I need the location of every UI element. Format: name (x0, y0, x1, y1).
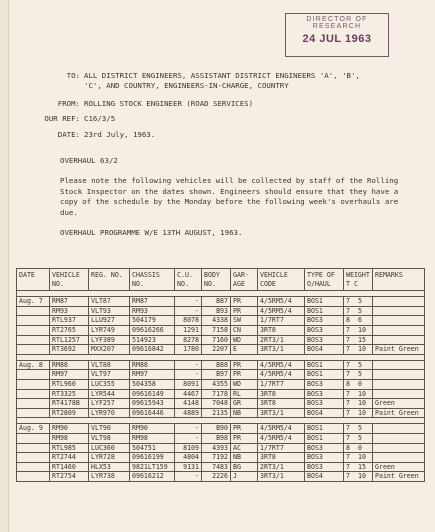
overhaul-type-cell: BOS1 (305, 360, 344, 370)
weight-cwt: 0 (358, 379, 362, 388)
vehicle-code-cell: 2RT3/1 (258, 335, 305, 345)
table-row (17, 370, 425, 380)
vehicle-no-cell: RT1460 (50, 462, 89, 472)
weight-tons: 8 (346, 379, 350, 388)
vehicle-code-cell: 3RT3/1 (258, 472, 305, 482)
vehicle-no-cell: RM88 (50, 360, 89, 370)
weight-cell (344, 325, 373, 335)
vehicle-no-cell: RT2809 (50, 408, 89, 418)
garage-cell: PR (231, 297, 258, 307)
body-no-cell: 7483 (202, 462, 231, 472)
chassis-no-cell: 514923 (130, 335, 175, 345)
vehicle-no-cell: RT2765 (50, 325, 89, 335)
weight-cwt: 5 (358, 370, 362, 379)
remarks-cell (373, 389, 425, 399)
cu-no-cell: 1780 (175, 345, 202, 355)
vehicle-no-cell: RTL985 (50, 443, 89, 453)
cu-no-cell: - (175, 306, 202, 316)
table-row (17, 297, 425, 307)
overhaul-type-cell: BOS3 (305, 379, 344, 389)
date-cell (17, 345, 50, 355)
remarks-cell (373, 297, 425, 307)
col-chassis-no: CHASSIS NO. (130, 269, 175, 291)
reg-no-cell: LYR728 (89, 453, 130, 463)
date-label: DATE: (57, 130, 80, 139)
date-cell (17, 472, 50, 482)
weight-tons: 7 (346, 325, 350, 334)
reg-no-cell: LYR970 (89, 408, 130, 418)
reg-no-cell: VLT87 (89, 297, 130, 307)
date-cell (17, 443, 50, 453)
received-stamp (285, 13, 389, 57)
weight-cwt: 5 (358, 433, 362, 442)
reg-no-cell: VLT98 (89, 433, 130, 443)
vehicle-code-cell: 4/5RM5/4 (258, 306, 305, 316)
col-vehicle-code: VEHICLE CODE (258, 269, 305, 291)
body-no-cell: B98 (202, 433, 231, 443)
from-value: ROLLING STOCK ENGINEER (ROAD SERVICES) (84, 99, 254, 108)
chassis-no-cell: 504358 (130, 379, 175, 389)
col-remarks: REMARKS (373, 269, 425, 291)
reg-no-cell: HLX53 (89, 462, 130, 472)
overhaul-type-cell: BOS1 (305, 433, 344, 443)
subject-heading: OVERHAUL 63/2 (60, 156, 118, 165)
garage-cell: SW (231, 316, 258, 326)
table-row (17, 443, 425, 453)
overhaul-type-cell: BOS3 (305, 316, 344, 326)
garage-cell: PR (231, 306, 258, 316)
body-no-cell: 7048 (202, 399, 231, 409)
weight-cwt: 5 (358, 297, 362, 306)
weight-cell (344, 462, 373, 472)
reg-no-cell: LYR738 (89, 472, 130, 482)
to-line-2: 'C', AND COUNTRY, ENGINEERS-IN-CHARGE, COUNTRY (84, 81, 289, 90)
chassis-no-cell: 09615943 (130, 399, 175, 409)
cu-no-cell: 9131 (175, 462, 202, 472)
body-no-cell: 2226 (202, 472, 231, 482)
reg-no-cell: LYF389 (89, 335, 130, 345)
garage-cell: RL (231, 389, 258, 399)
weight-tons: 7 (346, 389, 350, 398)
garage-cell: PR (231, 433, 258, 443)
remarks-cell (373, 433, 425, 443)
table-row (17, 345, 425, 355)
weight-cell (344, 345, 373, 355)
date-cell (17, 306, 50, 316)
reg-no-cell: LUC360 (89, 443, 130, 453)
chassis-no-cell: 09616149 (130, 389, 175, 399)
weight-tons: 7 (346, 424, 350, 433)
body-no-cell: 7178 (202, 389, 231, 399)
body-no-cell: 2135 (202, 408, 231, 418)
weight-cwt: 10 (358, 325, 366, 334)
table-row (17, 360, 425, 370)
body-no-cell: 4338 (202, 316, 231, 326)
reg-no-cell: LLU927 (89, 316, 130, 326)
table-row (17, 316, 425, 326)
table-row (17, 306, 425, 316)
weight-tons: 8 (346, 443, 350, 452)
vehicle-no-cell: RT2754 (50, 472, 89, 482)
weight-cwt: 0 (358, 443, 362, 452)
col-overhaul-type: TYPE OF O/HAUL (305, 269, 344, 291)
weight-cell (344, 433, 373, 443)
vehicle-code-cell: 1/7RT7 (258, 379, 305, 389)
garage-cell: NB (231, 453, 258, 463)
reg-no-cell: VLT93 (89, 306, 130, 316)
vehicle-code-cell: 3RT8 (258, 399, 305, 409)
date-cell (17, 379, 50, 389)
body-paragraph: Please note the following vehicles will be collected by staff of the Rolling Stock Inspector on the dates shown. Engineers should ensure that they have a copy of the schedule by the Monday before the following week's overhauls are due. (60, 176, 399, 217)
vehicle-no-cell: RM98 (50, 433, 89, 443)
weight-tons: 7 (346, 408, 350, 417)
vehicle-code-cell: 1/7RT7 (258, 316, 305, 326)
garage-cell: NB (231, 408, 258, 418)
table-row (17, 399, 425, 409)
col-vehicle-no: VEHICLE NO. (50, 269, 89, 291)
vehicle-code-cell: 4/5RM5/4 (258, 424, 305, 434)
date-cell (17, 453, 50, 463)
ref-label: OUR REF: (44, 114, 80, 123)
weight-cwt: 10 (358, 345, 366, 354)
chassis-no-cell: 9821LT159 (130, 462, 175, 472)
vehicle-code-cell: 3RT3/1 (258, 345, 305, 355)
date-cell (17, 389, 50, 399)
garage-cell: E (231, 345, 258, 355)
remarks-cell (373, 325, 425, 335)
overhaul-type-cell: BOS3 (305, 325, 344, 335)
body-no-cell: B93 (202, 306, 231, 316)
weight-tons: 7 (346, 462, 350, 471)
cu-no-cell: 4804 (175, 453, 202, 463)
vehicle-code-cell: 4/5RM5/4 (258, 433, 305, 443)
vehicle-no-cell: RM87 (50, 297, 89, 307)
reg-no-cell: LUC355 (89, 379, 130, 389)
col-reg-no: REG. NO. (89, 269, 130, 291)
weight-cwt: 15 (358, 462, 366, 471)
chassis-no-cell: RM90 (130, 424, 175, 434)
weight-cwt: 5 (358, 360, 362, 369)
table-row (17, 335, 425, 345)
vehicle-code-cell: 3RT3/1 (258, 408, 305, 418)
weight-tons: 7 (346, 453, 350, 462)
vehicle-code-cell: 4/5RM5/4 (258, 297, 305, 307)
overhaul-type-cell: BOS1 (305, 306, 344, 316)
cu-no-cell: 8109 (175, 443, 202, 453)
weight-tons: 7 (346, 335, 350, 344)
garage-cell: BG (231, 462, 258, 472)
date-cell (17, 399, 50, 409)
remarks-cell (373, 443, 425, 453)
weight-cell (344, 306, 373, 316)
weight-cell (344, 453, 373, 463)
garage-cell: PR (231, 424, 258, 434)
overhaul-type-cell: BOS3 (305, 453, 344, 463)
chassis-no-cell: RM98 (130, 433, 175, 443)
weight-tons: 7 (346, 399, 350, 408)
date-cell: Aug. 7 (17, 297, 50, 307)
cu-no-cell: - (175, 472, 202, 482)
date-cell (17, 316, 50, 326)
weight-tons: 7 (346, 360, 350, 369)
col-garage: GAR-AGE (231, 269, 258, 291)
weight-cell (344, 472, 373, 482)
remarks-cell: Green (373, 462, 425, 472)
stamp-line-2: RESEARCH (312, 23, 362, 30)
body-no-cell: 4393 (202, 443, 231, 453)
date-cell: Aug. 9 (17, 424, 50, 434)
weight-cwt: 5 (358, 306, 362, 315)
weight-tons: 7 (346, 433, 350, 442)
remarks-cell (373, 370, 425, 380)
reg-no-cell: VLT88 (89, 360, 130, 370)
garage-cell: PR (231, 370, 258, 380)
chassis-no-cell: 504179 (130, 316, 175, 326)
overhaul-type-cell: BOS1 (305, 424, 344, 434)
vehicle-code-cell: 3RT8 (258, 453, 305, 463)
weight-cwt: 15 (358, 335, 366, 344)
chassis-no-cell: 09616446 (130, 408, 175, 418)
vehicle-code-cell: 2RT3/1 (258, 462, 305, 472)
overhaul-type-cell: BOS3 (305, 443, 344, 453)
chassis-no-cell: 09616212 (130, 472, 175, 482)
reg-no-cell: VLT90 (89, 424, 130, 434)
body-no-cell: B90 (202, 424, 231, 434)
overhaul-schedule-table (16, 268, 425, 482)
garage-cell: WD (231, 335, 258, 345)
vehicle-no-cell: RM90 (50, 424, 89, 434)
cu-no-cell: 8278 (175, 335, 202, 345)
col-body-no: BODY NO. (202, 269, 231, 291)
weight-cwt: 10 (358, 399, 366, 408)
chassis-no-cell: 09616842 (130, 345, 175, 355)
cu-no-cell: 4889 (175, 408, 202, 418)
weight-tons: 7 (346, 370, 350, 379)
weight-cell (344, 408, 373, 418)
weight-cell (344, 443, 373, 453)
weight-cwt: 10 (358, 472, 366, 481)
vehicle-no-cell: RM93 (50, 306, 89, 316)
garage-cell: J (231, 472, 258, 482)
chassis-no-cell: 09616266 (130, 325, 175, 335)
weight-cwt: 10 (358, 408, 366, 417)
overhaul-type-cell: BOS3 (305, 462, 344, 472)
table-row (17, 472, 425, 482)
weight-cell (344, 379, 373, 389)
body-no-cell: B88 (202, 360, 231, 370)
weight-cell (344, 370, 373, 380)
overhaul-type-cell: BOS1 (305, 370, 344, 380)
vehicle-no-cell: RTL960 (50, 379, 89, 389)
weight-cell (344, 297, 373, 307)
weight-tons: 7 (346, 345, 350, 354)
date-cell (17, 370, 50, 380)
to-line-1: ALL DISTRICT ENGINEERS, ASSISTANT DISTRICT ENGINEERS 'A', 'B', (84, 71, 360, 80)
body-no-cell: 2207 (202, 345, 231, 355)
cu-no-cell: 8091 (175, 379, 202, 389)
table-row (17, 424, 425, 434)
vehicle-no-cell: RT4178B (50, 399, 89, 409)
vehicle-no-cell: RTL1257 (50, 335, 89, 345)
weight-cwt: 6 (358, 316, 362, 325)
table-row (17, 462, 425, 472)
reg-no-cell: LYR749 (89, 325, 130, 335)
vehicle-no-cell: RT3325 (50, 389, 89, 399)
remarks-cell (373, 453, 425, 463)
chassis-no-cell: RM87 (130, 297, 175, 307)
overhaul-type-cell: BOS3 (305, 335, 344, 345)
vehicle-code-cell: 3RT8 (258, 389, 305, 399)
body-no-cell: 4355 (202, 379, 231, 389)
overhaul-type-cell: BOS3 (305, 399, 344, 409)
reg-no-cell: MXX207 (89, 345, 130, 355)
vehicle-no-cell: RM97 (50, 370, 89, 380)
weight-cell (344, 399, 373, 409)
remarks-cell (373, 379, 425, 389)
date-cell: Aug. 8 (17, 360, 50, 370)
remarks-cell (373, 316, 425, 326)
garage-cell: CN (231, 325, 258, 335)
reg-no-cell: LYR544 (89, 389, 130, 399)
cu-no-cell: 8078 (175, 316, 202, 326)
table-row (17, 408, 425, 418)
cu-no-cell: 1291 (175, 325, 202, 335)
weight-cwt: 10 (358, 389, 366, 398)
overhaul-type-cell: BOS4 (305, 345, 344, 355)
overhaul-type-cell: BOS3 (305, 389, 344, 399)
col-cu-no: C.U. NO. (175, 269, 202, 291)
body-no-cell: B87 (202, 297, 231, 307)
remarks-cell: Paint Green (373, 345, 425, 355)
cu-no-cell: - (175, 360, 202, 370)
table-row (17, 325, 425, 335)
programme-title: OVERHAUL PROGRAMME W/E 13TH AUGUST, 1963. (60, 228, 243, 237)
remarks-cell: Green (373, 399, 425, 409)
overhaul-type-cell: BOS1 (305, 297, 344, 307)
from-label: FROM: (57, 99, 80, 108)
table-row (17, 379, 425, 389)
chassis-no-cell: 09616199 (130, 453, 175, 463)
date-cell (17, 335, 50, 345)
weight-tons: 7 (346, 297, 350, 306)
garage-cell: PR (231, 360, 258, 370)
weight-tons: 8 (346, 316, 350, 325)
table-row (17, 433, 425, 443)
weight-cell (344, 316, 373, 326)
remarks-cell (373, 306, 425, 316)
overhaul-type-cell: BOS4 (305, 472, 344, 482)
date-cell (17, 462, 50, 472)
reg-no-cell: VLT97 (89, 370, 130, 380)
chassis-no-cell: 504751 (130, 443, 175, 453)
cu-no-cell: - (175, 297, 202, 307)
remarks-cell: Paint Green (373, 408, 425, 418)
weight-cwt: 10 (358, 453, 366, 462)
cu-no-cell: 4148 (175, 399, 202, 409)
weight-tons: 7 (346, 306, 350, 315)
weight-cell (344, 360, 373, 370)
ref-value: C16/3/5 (84, 114, 116, 123)
date-cell (17, 408, 50, 418)
remarks-cell: Paint Green (373, 472, 425, 482)
chassis-no-cell: RM93 (130, 306, 175, 316)
vehicle-no-cell: RT2744 (50, 453, 89, 463)
chassis-no-cell: RM97 (130, 370, 175, 380)
weight-tons: 7 (346, 472, 350, 481)
reg-no-cell: LYF257 (89, 399, 130, 409)
stamp-line-1: DIRECTOR OF (306, 16, 368, 23)
vehicle-code-cell: 4/5RM5/4 (258, 370, 305, 380)
cu-no-cell: 4467 (175, 389, 202, 399)
vehicle-no-cell: RT3692 (50, 345, 89, 355)
body-no-cell: 7158 (202, 325, 231, 335)
body-no-cell: B97 (202, 370, 231, 380)
remarks-cell (373, 360, 425, 370)
garage-cell: WD (231, 379, 258, 389)
cu-no-cell: - (175, 424, 202, 434)
stamp-date: 24 JUL 1963 (302, 33, 372, 45)
col-weight: WEIGHT T C (344, 269, 373, 291)
weight-cell (344, 389, 373, 399)
body-no-cell: 7160 (202, 335, 231, 345)
cu-no-cell: - (175, 433, 202, 443)
garage-cell: AC (231, 443, 258, 453)
vehicle-no-cell: RTL937 (50, 316, 89, 326)
date-value: 23rd July, 1963. (84, 130, 156, 139)
vehicle-code-cell: 4/5RM5/4 (258, 360, 305, 370)
remarks-cell (373, 424, 425, 434)
date-cell (17, 325, 50, 335)
body-no-cell: 7192 (202, 453, 231, 463)
to-label: TO: (66, 71, 80, 80)
overhaul-type-cell: BOS4 (305, 408, 344, 418)
remarks-cell (373, 335, 425, 345)
vehicle-code-cell: 1/7RT7 (258, 443, 305, 453)
cu-no-cell: - (175, 370, 202, 380)
weight-cell (344, 424, 373, 434)
chassis-no-cell: RM88 (130, 360, 175, 370)
table-row (17, 453, 425, 463)
col-date: DATE (17, 269, 50, 291)
table-header-row (17, 269, 425, 291)
date-cell (17, 433, 50, 443)
weight-cell (344, 335, 373, 345)
weight-cwt: 5 (358, 424, 362, 433)
vehicle-code-cell: 3RT8 (258, 325, 305, 335)
garage-cell: GR (231, 399, 258, 409)
table-row (17, 389, 425, 399)
